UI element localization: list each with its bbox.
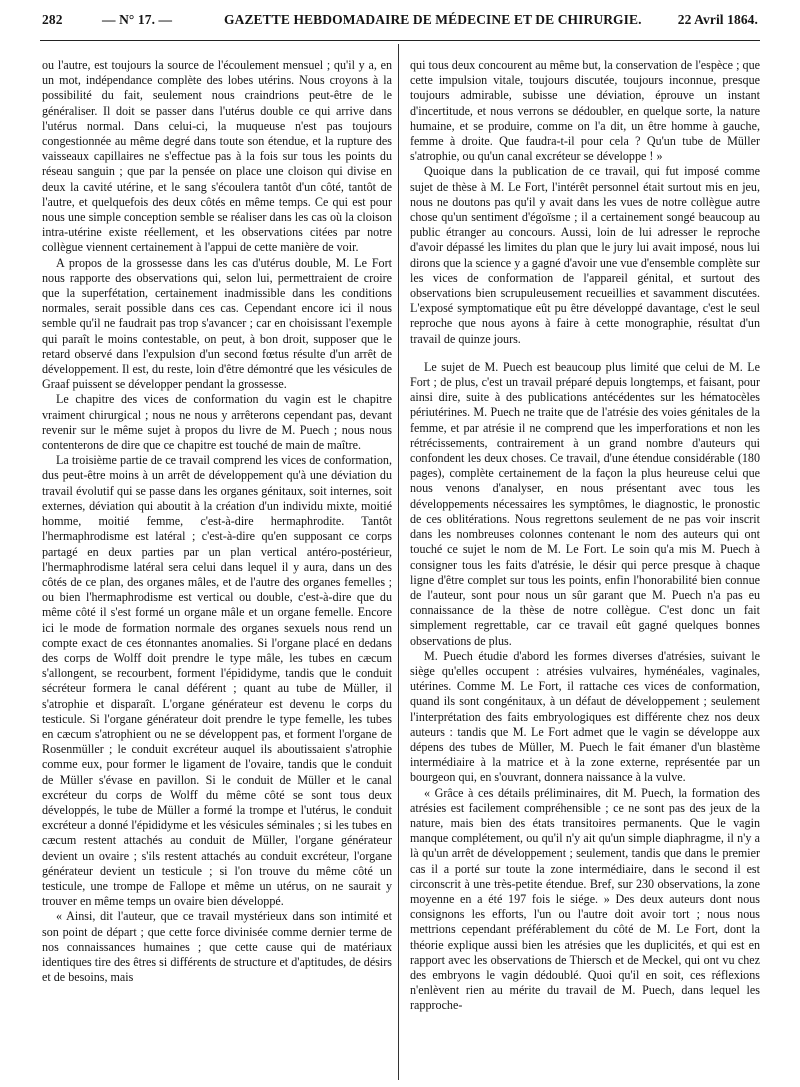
page-number: 282 [42,12,63,27]
paragraph: A propos de la grossesse dans les cas d'utérus double, M. Le Fort nous rapporte des observations qui, selon lui, permettraient de croire que la superfétation, certainement inadmissible dans les conditions normales, serait possible dans ces cas. Cependant encore ici il nous semble qu'il ne faudrait pas trop s'avancer ; car en choisissant l'exemple qui paraît le moins contestable, on peut, à bon droit, supposer que le retard observé dans l'expulsion d'un second fœtus résulte d'un arrêt de développement. Il est, du reste, loin d'être démontré que les vésicules de Graaf puissent se développer pendant la grossesse. [42,255,392,392]
paragraph: M. Puech étudie d'abord les formes diverses d'atrésies, suivant le siège qu'elles occupent : atrésies vulvaires, hyménéales, vaginales, utérines. Comme M. Le Fort, il rattache ces vices de conformation, quand ils sont congénitaux, à un défaut de développement ; seulement l'interprétation des faits embryologiques est différente chez nos deux auteurs : tandis que M. Le Fort admet que le vagin se développe aux dépens des tubes de Müller, M. Puech le fait émaner d'un blastème intermédiaire à la matrice et à la zone externe, représentée par un bourgeon qui, en s'ouvrant, donnera naissance à la vulve. [410,648,760,785]
running-header [42,6,758,34]
paragraph: ou l'autre, est toujours la source de l'écoulement mensuel ; qu'il y a, en un mot, indépendance complète des lobes utérins. Nous croyons à la possibilité du fait, seulement nous craindrions peut-être de le généraliser. Il doit se passer dans l'utérus double ce qui arrive dans l'utérus normal. Dans celui-ci, la muqueuse n'est pas toujours congestionnée au même degré dans toute son étendue, et la rupture des vaisseaux capillaires ne s'effectue pas à la fois sur tous les points du réseau sanguin ; que par la pensée on place une cloison qui divise en deux la cavité utérine, et le sang s'écoulera tantôt d'un côté, tantôt de l'autre, et quelquefois des deux côtés en même temps. Ce qui est pour nous une simple conception semble se réaliser dans les cas où la cloison intra-utérine existe réellement, et les observations citées par notre collègue viennent certainement à l'appui de cette manière de voir. [42,58,392,255]
issue-number: — N° 17. — [102,12,173,27]
left-column [42,58,392,1082]
right-column [410,58,760,1082]
paragraph: Le chapitre des vices de conformation du vagin est le chapitre vraiment chirurgical ; nous ne nous y arrêterons cependant pas, devant revenir sur le même sujet à propos du livre de M. Puech ; nous nous contenterons de dire que ce chapitre est touché de main de maître. [42,392,392,453]
publication-title: GAZETTE HEBDOMADAIRE DE MÉDECINE ET DE CHIRURGIE. [224,12,642,27]
paragraph: Le sujet de M. Puech est beaucoup plus limité que celui de M. Le Fort ; de plus, c'est un travail préparé depuis longtemps, et faisant, pour ainsi dire, suite à des publications antécédentes sur les hématocèles périutérines. M. Puech ne traite que de l'atrésie des voies génitales de la femme, et par atrésie il ne comprend que les imperforations et non les rétrécissements, contrairement à un grand nombre d'auteurs qui confondent les deux choses. Ce travail, d'une étendue considérable (180 pages), complète certainement de la façon la plus heureuse celui que nous venons d'analyser, en nous présentant avec tous les développements nécessaires les symptômes, le diagnostic, le pronostic de ces oblitérations. Nous regrettons seulement de ne pas voir inscrit dans les nombreuses colonnes contenant le nom des auteurs qui ont touché ce sujet le nom de M. Le Fort. Le soin qu'a mis M. Puech à consigner tous les faits d'atrésie, le désir qui perce presque à chaque ligne d'être complet sur tous les points, enfin l'honorabilité bien connue de l'auteur, sont pour nous un sûr garant que M. Puech n'a pas eu connaissance de la thèse de notre collègue. C'est donc un fait simplement regrettable, car ce travail eût gagné quelques bonnes observations de plus. [410,359,760,648]
column-divider [398,44,399,1080]
paragraph: « Ainsi, dit l'auteur, que ce travail mystérieux dans son intimité et son point de départ ; que cette force divinisée comme dernier terme de nos connaissances humaines ; que cette cause qui de matériaux identiques tire des êtres si différents de structure et d'aptitudes, de désirs et de besoins, mais [42,909,392,985]
paragraph: « Grâce à ces détails préliminaires, dit M. Puech, la formation des atrésies est facilement compréhensible ; ce ne sont pas des jeux de la nature, mais bien des états transitoires permanents. Que le vagin manque complétement, ou qu'il n'y ait qu'un simple diaphragme, il n'y a là qu'un arrêt de développement ; seulement, tandis que dans le premier cas il a porté sur toute la zone intermédiaire, dans le second il est circonscrit à une très-petite étendue. Bref, sur 230 observations, la zone moyenne en a été 197 fois le siége. » Des deux auteurs dont nous consignons les efforts, l'un ou l'autre doit avoir tort ; nous nous mettrions cependant préférablement du côté de M. Le Fort, dont la théorie explique aussi bien les atrésies que les duplicités, et qui est en rapport avec les observations de Thiersch et de Meckel, qui ont vu chez des embryons le vagin dédoublé. Quoi qu'il en soit, ces réflexions n'enlèvent rien au mérite du travail de M. Puech, dans lequel les rapproche- [410,785,760,1013]
paragraph: La troisième partie de ce travail comprend les vices de conformation, dus peut-être moins à un arrêt de développement qu'à une déviation du travail évolutif qui se passe dans les organes génitaux, soit internes, soit externes, déviation qui aboutit à la création d'un individu mixte, moitié homme, moitié femme, c'est-à-dire hermaphrodite. Tantôt l'hermaphrodisme est latéral ; c'est-à-dire qu'en supposant ce corps partagé en deux parties par un plan vertical antéro-postérieur, l'hermaphrodisme latéral sera celui dans lequel il y aura, dans un des côtés de ce plan, des organes mâles, et de l'autre des organes femelles ; ou bien l'hermaphrodisme est vertical ou double, c'est-à-dire que du même côté il s'est formé un organe mâle et un organe femelle. Encore ici le mode de formation normale des organes sexuels nous rend un compte exact de ces étonnantes anomalies. Si l'organe placé en dedans des corps de Wolff doit prendre le type mâle, les tubes en cæcum s'allongent, se recourbent, forment l'épididyme, tandis que le conduit sécréteur formera le canal déférent ; quant au tube de Müller, il s'atrophie et disparaît. L'organe générateur est devenu le corps du testicule. Si l'organe générateur doit prendre le type femelle, les tubes en cæcum s'atrophient ou ne se développent pas, et forment l'organe de Rosenmüller ; le conduit excréteur auquel ils aboutissaient s'atrophie comme eux, pour former le ligament de l'ovaire, tandis que le conduit de Müller s'évase en pavillon. Si le conduit de Müller et le canal excréteur du corps de Wolff du même côté se sont tous deux développés, le tube de Müller a formé la trompe et l'utérus, le conduit excréteur a donné l'épididyme et les vésicules séminales ; si les tubes en cæcum restent attachés au conduit de Müller, l'organe générateur devient un ovaire ; s'ils restent attachés au conduit excréteur, l'organe générateur devient un testicule ; si l'on trouve du même côté un testicule, une trompe de Fallope et même un utérus, on ne saurait y trouver en même temps un ovaire bien développé. [42,453,392,909]
paragraph: Quoique dans la publication de ce travail, qui fut imposé comme sujet de thèse à M. Le Fort, l'intérêt personnel était surtout mis en jeu, nous ne doutons pas qu'il y avait dans les vues de notre collègue autre chose qu'un sentiment d'égoïsme ; il a certainement songé beaucoup au public étranger au concours. Aussi, loin de lui adresser le reproche d'avoir dépassé les limites du plan que le jury lui avait imposé, nous lui dirons que la science y a gagné d'avoir une vue d'ensemble complète sur les vices de conformation de l'appareil génital, et surtout des observations bien scrupuleusement recueillies et savamment discutées. L'exposé symptomatique eût pu être développé davantage, c'est le seul reproche que nous ayons à faire à cette monographie, résultat d'un travail de quinze jours. [410,164,760,346]
paragraph: qui tous deux concourent au même but, la conservation de l'espèce ; que cette impulsion vitale, toujours discutée, toujours inconnue, presque toujours admirable, subisse une déviation, éprouve un instant d'incertitude, et nous verrons se dédoubler, en quelque sorte, la nature humaine, et se produire, comme on l'a dit, un être homme à gauche, femme à droite. Que faudra-t-il pour cela ? Qu'un tube de Müller s'atrophie, ou qu'un canal excréteur se développe ! » [410,58,760,164]
issue-date: 22 Avril 1864. [677,12,758,27]
header-rule [40,40,760,41]
